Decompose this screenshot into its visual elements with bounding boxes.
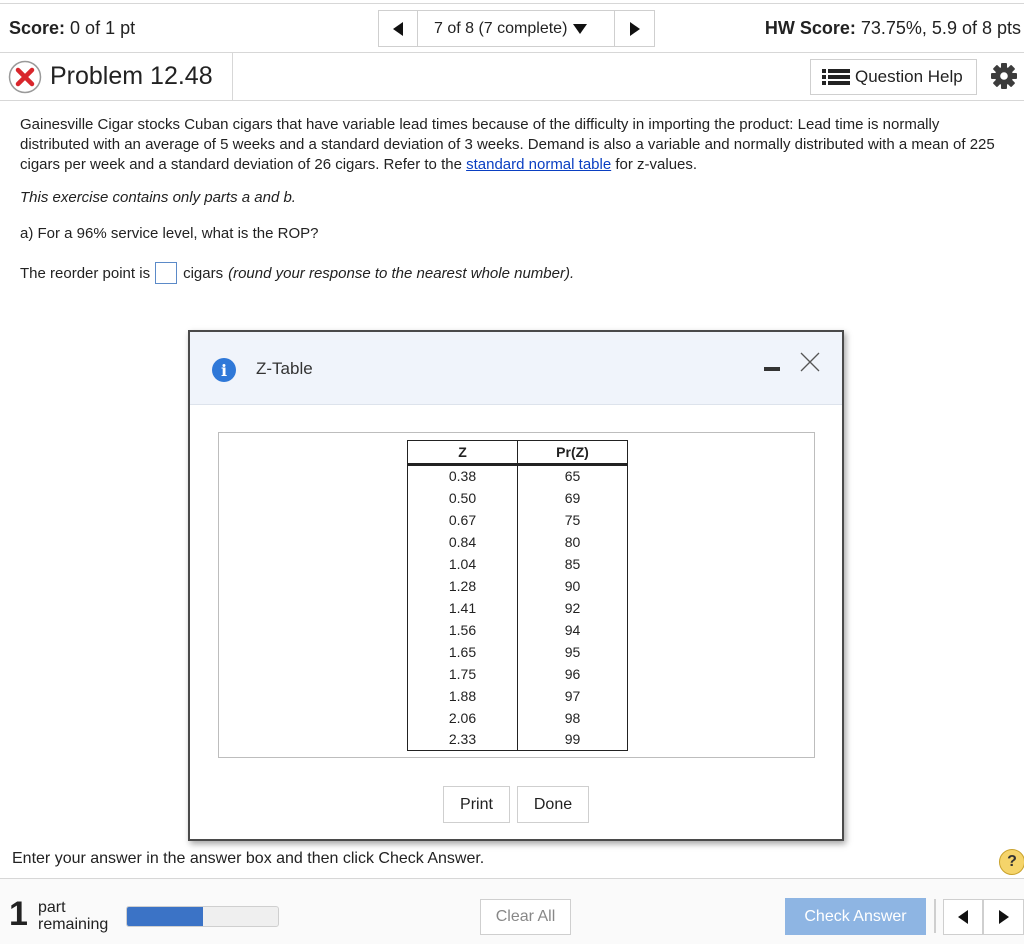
header-divider-bottom bbox=[0, 100, 1024, 101]
z-table-row bbox=[408, 641, 628, 663]
exercise-note: This exercise contains only parts a and b. bbox=[20, 189, 296, 206]
hw-score-value: 73.75%, 5.9 of 8 pts bbox=[860, 18, 1021, 38]
progress-bar-fill bbox=[127, 907, 203, 926]
probability-cell: 85 bbox=[518, 553, 628, 575]
close-icon[interactable] bbox=[798, 350, 822, 374]
header-divider-top bbox=[0, 52, 1024, 53]
question-select-value: 7 of 8 (7 complete) bbox=[434, 19, 568, 37]
z-value-cell: 1.75 bbox=[408, 663, 518, 685]
parts-remaining-label-line1: part bbox=[38, 899, 66, 916]
arrow-left-icon bbox=[958, 910, 968, 924]
z-value-cell: 0.50 bbox=[408, 487, 518, 509]
z-value-cell: 1.88 bbox=[408, 685, 518, 707]
hw-score-display bbox=[765, 18, 1021, 39]
score-value: 0 of 1 pt bbox=[70, 18, 136, 38]
z-table-row bbox=[408, 487, 628, 509]
header-separator bbox=[232, 53, 233, 100]
question-help-button[interactable] bbox=[810, 59, 977, 95]
done-button[interactable]: Done bbox=[517, 786, 589, 823]
z-value-cell: 1.04 bbox=[408, 553, 518, 575]
probability-cell: 80 bbox=[518, 531, 628, 553]
arrow-right-icon bbox=[630, 22, 640, 36]
probability-cell: 94 bbox=[518, 619, 628, 641]
probability-cell: 97 bbox=[518, 685, 628, 707]
probability-cell: 99 bbox=[518, 729, 628, 751]
z-table-row bbox=[408, 685, 628, 707]
footer-previous-button[interactable] bbox=[943, 899, 983, 935]
z-table-row bbox=[408, 729, 628, 751]
hw-score-label: HW Score: bbox=[764, 18, 856, 38]
z-table-row bbox=[408, 465, 628, 487]
probability-cell: 98 bbox=[518, 707, 628, 729]
reorder-point-input[interactable] bbox=[155, 262, 177, 284]
parts-remaining-label-line2: remaining bbox=[38, 916, 109, 933]
dialog-title: Z-Table bbox=[256, 359, 313, 378]
z-value-cell: 1.41 bbox=[408, 597, 518, 619]
answer-hint: (round your response to the nearest whole number). bbox=[228, 264, 575, 282]
help-question-icon[interactable]: ? bbox=[999, 849, 1024, 875]
z-value-cell: 1.56 bbox=[408, 619, 518, 641]
z-table-body bbox=[408, 465, 628, 751]
previous-question-button[interactable] bbox=[378, 10, 418, 47]
z-table-dialog bbox=[188, 330, 844, 841]
z-value-cell: 2.06 bbox=[408, 707, 518, 729]
z-table-row bbox=[408, 707, 628, 729]
z-value-cell: 1.65 bbox=[408, 641, 518, 663]
probability-cell: 96 bbox=[518, 663, 628, 685]
z-value-cell: 2.33 bbox=[408, 729, 518, 751]
z-table-row bbox=[408, 619, 628, 641]
score-display bbox=[9, 18, 135, 39]
arrow-right-icon bbox=[999, 910, 1009, 924]
standard-normal-table-link[interactable]: standard normal table bbox=[466, 156, 612, 173]
progress-bar bbox=[126, 906, 279, 927]
probability-cell: 90 bbox=[518, 575, 628, 597]
z-table-row bbox=[408, 531, 628, 553]
answer-prefix: The reorder point is bbox=[20, 264, 151, 282]
footer-next-button[interactable] bbox=[983, 899, 1024, 935]
problem-statement-text: Gainesville Cigar stocks Cuban cigars that have variable lead times because of the difficulty in importing the product: Lead time is normally distributed with an average of 5 weeks and a standard deviation of 3 weeks. Demand is also a variable and normally distributed with a mean of 225 cigars per week and a standard deviation of 26 cigars. Refer to the bbox=[20, 116, 995, 173]
question-select-dropdown[interactable] bbox=[417, 10, 615, 47]
caret-down-icon bbox=[573, 24, 587, 34]
answer-unit: cigars bbox=[183, 264, 224, 282]
probability-cell: 95 bbox=[518, 641, 628, 663]
z-table bbox=[407, 440, 628, 751]
probability-cell: 92 bbox=[518, 597, 628, 619]
probability-cell: 69 bbox=[518, 487, 628, 509]
list-icon bbox=[821, 67, 851, 87]
parts-remaining-count: 1 bbox=[9, 895, 28, 933]
probability-cell: 65 bbox=[518, 465, 628, 487]
probability-column-header: Pr(Z) bbox=[518, 441, 628, 465]
z-table-row bbox=[408, 597, 628, 619]
z-value-cell: 0.38 bbox=[408, 465, 518, 487]
next-question-button[interactable] bbox=[614, 10, 655, 47]
z-value-cell: 0.84 bbox=[408, 531, 518, 553]
answer-instruction: Enter your answer in the answer box and then click Check Answer. bbox=[12, 850, 485, 867]
z-table-header-row bbox=[408, 441, 628, 465]
answer-line bbox=[20, 262, 574, 284]
arrow-left-icon bbox=[393, 22, 403, 36]
parts-remaining-label bbox=[38, 899, 108, 933]
problem-statement-tail: for z-values. bbox=[611, 156, 698, 173]
z-table-frame bbox=[218, 432, 815, 758]
incorrect-x-icon bbox=[8, 60, 42, 94]
z-value-cell: 0.67 bbox=[408, 509, 518, 531]
z-table-row bbox=[408, 509, 628, 531]
footer-separator bbox=[934, 899, 936, 933]
top-divider bbox=[0, 3, 1024, 4]
question-help-label: Question Help bbox=[855, 67, 963, 86]
info-icon: i bbox=[212, 358, 236, 382]
part-a-question: a) For a 96% service level, what is the ROP? bbox=[20, 225, 319, 242]
dialog-header bbox=[190, 332, 842, 405]
problem-title: Problem 12.48 bbox=[50, 62, 213, 90]
gear-icon[interactable] bbox=[990, 62, 1018, 90]
problem-statement bbox=[20, 115, 1010, 175]
score-label: Score: bbox=[9, 18, 66, 38]
clear-all-button[interactable]: Clear All bbox=[480, 899, 571, 935]
z-table-row bbox=[408, 575, 628, 597]
z-value-cell: 1.28 bbox=[408, 575, 518, 597]
print-button[interactable]: Print bbox=[443, 786, 510, 823]
minimize-icon[interactable] bbox=[764, 367, 780, 371]
check-answer-button[interactable]: Check Answer bbox=[785, 898, 926, 935]
z-table-row bbox=[408, 553, 628, 575]
z-table-row bbox=[408, 663, 628, 685]
z-column-header: Z bbox=[408, 441, 518, 465]
probability-cell: 75 bbox=[518, 509, 628, 531]
